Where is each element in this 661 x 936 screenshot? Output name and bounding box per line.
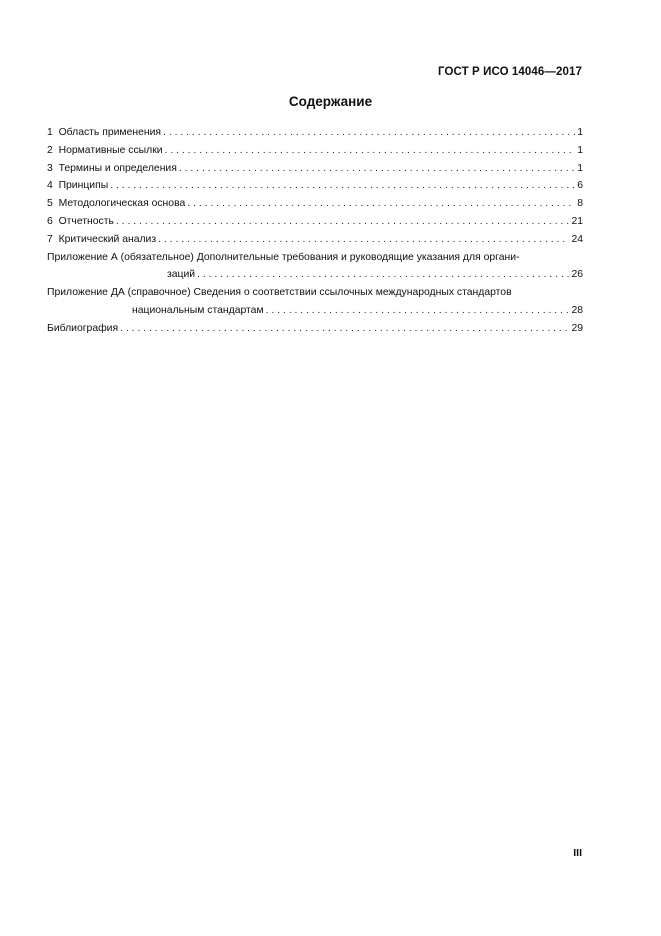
- toc-appendix-da[interactable]: [47, 284, 583, 320]
- toc-item[interactable]: [47, 142, 583, 160]
- toc-leader-dots: [163, 124, 575, 142]
- toc-appendix-a-title: Приложение А (обязательное) Дополнительные требования и руководящие указания для органи-: [47, 251, 520, 263]
- toc-page-number: 28: [571, 304, 583, 316]
- toc-item-label: 3 Термины и определения: [47, 162, 177, 174]
- toc-item-label: национальным стандартам: [132, 304, 264, 316]
- toc-title: Содержание: [288, 94, 373, 109]
- toc-page-number: 6: [577, 180, 583, 192]
- page-number-roman: III: [573, 847, 582, 859]
- toc-page-number: 1: [577, 127, 583, 138]
- toc-item[interactable]: [47, 213, 583, 231]
- toc-item[interactable]: [47, 231, 583, 249]
- toc-item[interactable]: [47, 124, 583, 142]
- toc-leader-dots: [197, 266, 569, 284]
- toc-leader-dots: [110, 177, 575, 195]
- toc-appendix-da-title: Приложение ДА (справочное) Сведения о соответствии ссылочных международных стандартов: [47, 287, 512, 299]
- toc-item-label: 4 Принципы: [47, 180, 109, 192]
- toc-bibliography[interactable]: [47, 320, 583, 338]
- toc-page-number: 1: [577, 144, 583, 156]
- toc-item-label: 5 Методологическая основа: [47, 198, 186, 210]
- toc-leader-dots: [179, 160, 575, 178]
- toc-page-number: 8: [577, 198, 583, 210]
- toc-leader-dots: [116, 213, 570, 231]
- toc-item-label: заций: [167, 269, 196, 281]
- toc-page-number: 1: [577, 162, 583, 174]
- table-of-contents: [47, 124, 583, 338]
- toc-page-number: 26: [571, 269, 583, 281]
- toc-item[interactable]: [47, 177, 583, 195]
- toc-item[interactable]: [47, 195, 583, 213]
- toc-item-label: 6 Отчетность: [47, 215, 114, 227]
- toc-item-label: 1 Область применения: [47, 127, 162, 138]
- toc-item-label: 2 Нормативные ссылки: [47, 144, 163, 156]
- toc-item[interactable]: [47, 160, 583, 178]
- document-id-header: ГОСТ Р ИСО 14046—2017: [437, 66, 582, 78]
- toc-page-number: 29: [571, 322, 583, 334]
- toc-item-label: 7 Критический анализ: [47, 233, 157, 245]
- toc-leader-dots: [165, 142, 576, 160]
- toc-page-number: 24: [571, 233, 583, 245]
- toc-item-label: Библиография: [47, 322, 119, 334]
- toc-appendix-a[interactable]: [47, 249, 583, 285]
- toc-page-number: 21: [571, 215, 583, 227]
- toc-leader-dots: [187, 195, 575, 213]
- toc-leader-dots: [158, 231, 569, 249]
- toc-appendix-a-continuation: [47, 266, 583, 284]
- toc-leader-dots: [120, 320, 569, 338]
- toc-leader-dots: [266, 302, 570, 320]
- toc-appendix-da-continuation: [47, 302, 583, 320]
